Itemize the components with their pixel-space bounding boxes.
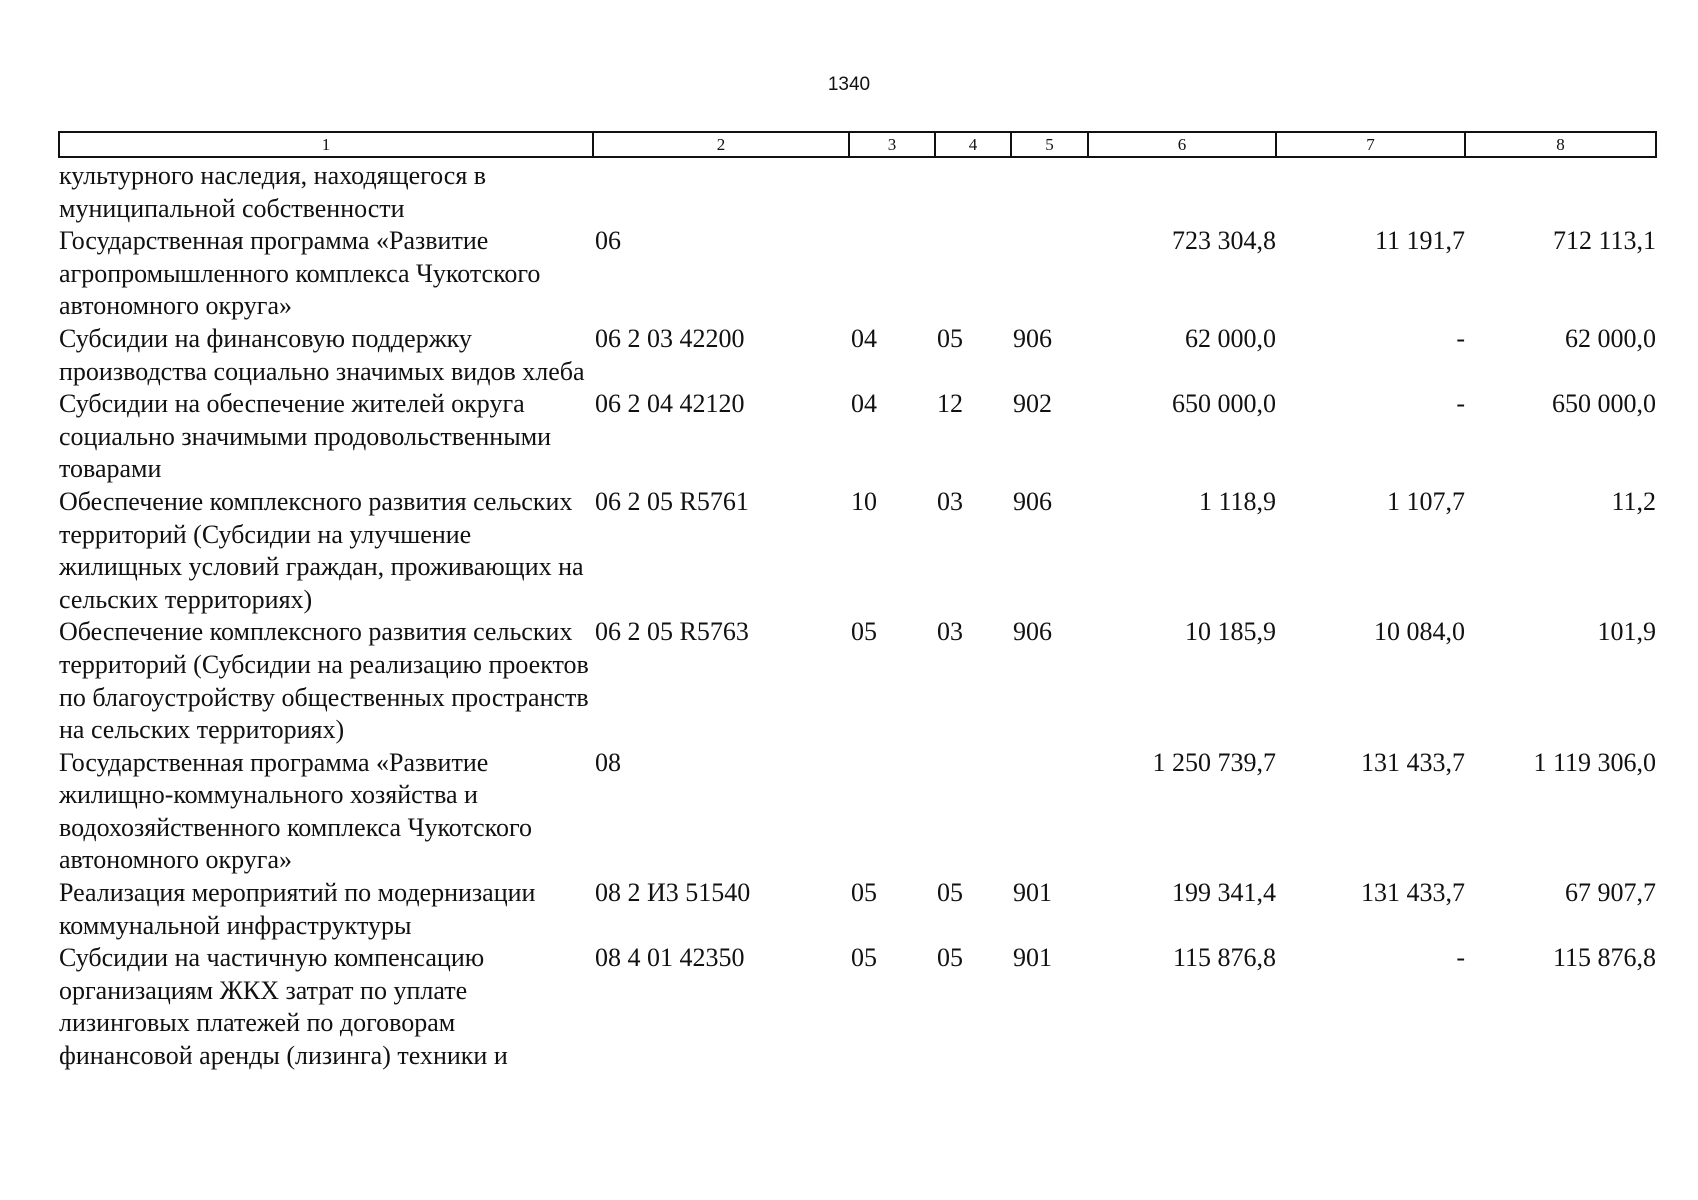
row-administrator: 906 — [1013, 617, 1052, 647]
row-regional: 101,9 — [1597, 617, 1656, 647]
row-federal: - — [1456, 389, 1465, 419]
row-regional: 712 113,1 — [1552, 226, 1656, 256]
table-row — [59, 747, 1656, 877]
table-row — [59, 942, 1656, 1072]
row-regional: 1 119 306,0 — [1533, 747, 1656, 777]
row-name: Субсидии на обеспечение жителей округа социально значимыми продовольственными товарами — [59, 389, 552, 484]
row-subsection — [935, 157, 1011, 225]
header-col-8: 8 — [1465, 132, 1656, 157]
header-col-1: 1 — [59, 132, 593, 157]
row-regional: 115 876,8 — [1552, 943, 1656, 973]
header-col-4: 4 — [935, 132, 1011, 157]
row-target-code: 06 2 04 42120 — [595, 389, 745, 419]
row-target-code — [593, 157, 849, 225]
row-name: Субсидии на частичную компенсацию организациям ЖКХ затрат по уплате лизинговых платежей по договорам финансовой аренды (лизинга) техники и — [59, 943, 508, 1071]
row-section — [849, 225, 935, 323]
table-row — [59, 157, 1656, 225]
table-row — [59, 388, 1656, 486]
header-col-2: 2 — [593, 132, 849, 157]
header-row — [59, 132, 1656, 157]
budget-table — [58, 131, 1657, 1073]
row-name: Обеспечение комплексного развития сельских территорий (Субсидии на улучшение жилищных условий граждан, проживающих на сельских территориях) — [59, 486, 584, 614]
header-col-7: 7 — [1276, 132, 1465, 157]
table-row — [59, 616, 1656, 746]
row-total: 1 250 739,7 — [1152, 747, 1276, 777]
row-target-code: 08 — [595, 747, 621, 777]
header-col-6: 6 — [1088, 132, 1276, 157]
row-target-code: 06 2 05 R5761 — [595, 486, 749, 516]
table-header — [59, 132, 1656, 157]
row-total: 115 876,8 — [1172, 943, 1276, 973]
row-target-code: 08 4 01 42350 — [595, 943, 745, 973]
table-row — [59, 877, 1656, 942]
row-subsection: 05 — [937, 878, 963, 908]
row-administrator — [1011, 747, 1088, 877]
row-regional: 11,2 — [1611, 486, 1656, 516]
row-federal: - — [1456, 943, 1465, 973]
row-subsection: 05 — [937, 943, 963, 973]
row-regional: 62 000,0 — [1565, 323, 1656, 353]
table-row — [59, 486, 1656, 616]
row-section: 05 — [851, 617, 877, 647]
row-target-code: 06 — [595, 226, 621, 256]
row-target-code: 06 2 03 42200 — [595, 323, 745, 353]
row-subsection: 05 — [937, 323, 963, 353]
row-total: 199 341,4 — [1172, 878, 1276, 908]
row-federal: - — [1456, 323, 1465, 353]
table-row — [59, 225, 1656, 323]
row-total: 650 000,0 — [1172, 389, 1276, 419]
row-regional: 650 000,0 — [1552, 389, 1656, 419]
row-name: Государственная программа «Развитие жилищно-коммунального хозяйства и водохозяйственного комплекса Чукотского автономного округа» — [59, 747, 532, 875]
row-regional — [1465, 157, 1656, 225]
row-name: Обеспечение комплексного развития сельских территорий (Субсидии на реализацию проектов по благоустройству общественных пространств на сельских территориях) — [59, 617, 589, 745]
row-administrator: 901 — [1013, 878, 1052, 908]
row-administrator — [1011, 225, 1088, 323]
row-target-code: 06 2 05 R5763 — [595, 617, 749, 647]
row-administrator: 901 — [1013, 943, 1052, 973]
row-administrator: 906 — [1013, 486, 1052, 516]
row-regional: 67 907,7 — [1565, 878, 1656, 908]
row-section: 05 — [851, 878, 877, 908]
row-section — [849, 157, 935, 225]
row-subsection: 03 — [937, 486, 963, 516]
row-total: 1 118,9 — [1198, 486, 1276, 516]
row-federal: 10 084,0 — [1374, 617, 1465, 647]
row-administrator: 902 — [1013, 389, 1052, 419]
row-administrator: 906 — [1013, 323, 1052, 353]
row-section — [849, 747, 935, 877]
row-total — [1088, 157, 1276, 225]
row-federal: 131 433,7 — [1361, 878, 1465, 908]
row-federal: 1 107,7 — [1387, 486, 1465, 516]
header-col-3: 3 — [849, 132, 935, 157]
row-section: 04 — [851, 323, 877, 353]
row-federal: 11 191,7 — [1374, 226, 1465, 256]
row-name: Субсидии на финансовую поддержку производства социально значимых видов хлеба — [59, 323, 585, 386]
row-total: 10 185,9 — [1185, 617, 1276, 647]
table-row — [59, 323, 1656, 388]
row-target-code: 08 2 И3 51540 — [595, 878, 751, 908]
row-name: Государственная программа «Развитие агропромышленного комплекса Чукотского автономного округа» — [59, 226, 541, 321]
row-subsection — [935, 747, 1011, 877]
table-body — [59, 157, 1656, 1073]
row-section: 10 — [851, 486, 877, 516]
row-name: Реализация мероприятий по модернизации коммунальной инфраструктуры — [59, 878, 536, 940]
row-subsection: 03 — [937, 617, 963, 647]
page-number: 1340 — [827, 74, 871, 95]
row-total: 62 000,0 — [1185, 323, 1276, 353]
row-federal: 131 433,7 — [1361, 747, 1465, 777]
row-subsection: 12 — [937, 389, 963, 419]
row-name: культурного наследия, находящегося в муниципальной собственности — [59, 161, 487, 223]
row-administrator — [1011, 157, 1088, 225]
row-total: 723 304,8 — [1172, 226, 1276, 256]
row-section: 04 — [851, 389, 877, 419]
row-section: 05 — [851, 943, 877, 973]
row-subsection — [935, 225, 1011, 323]
header-col-5: 5 — [1011, 132, 1088, 157]
row-federal — [1276, 157, 1465, 225]
